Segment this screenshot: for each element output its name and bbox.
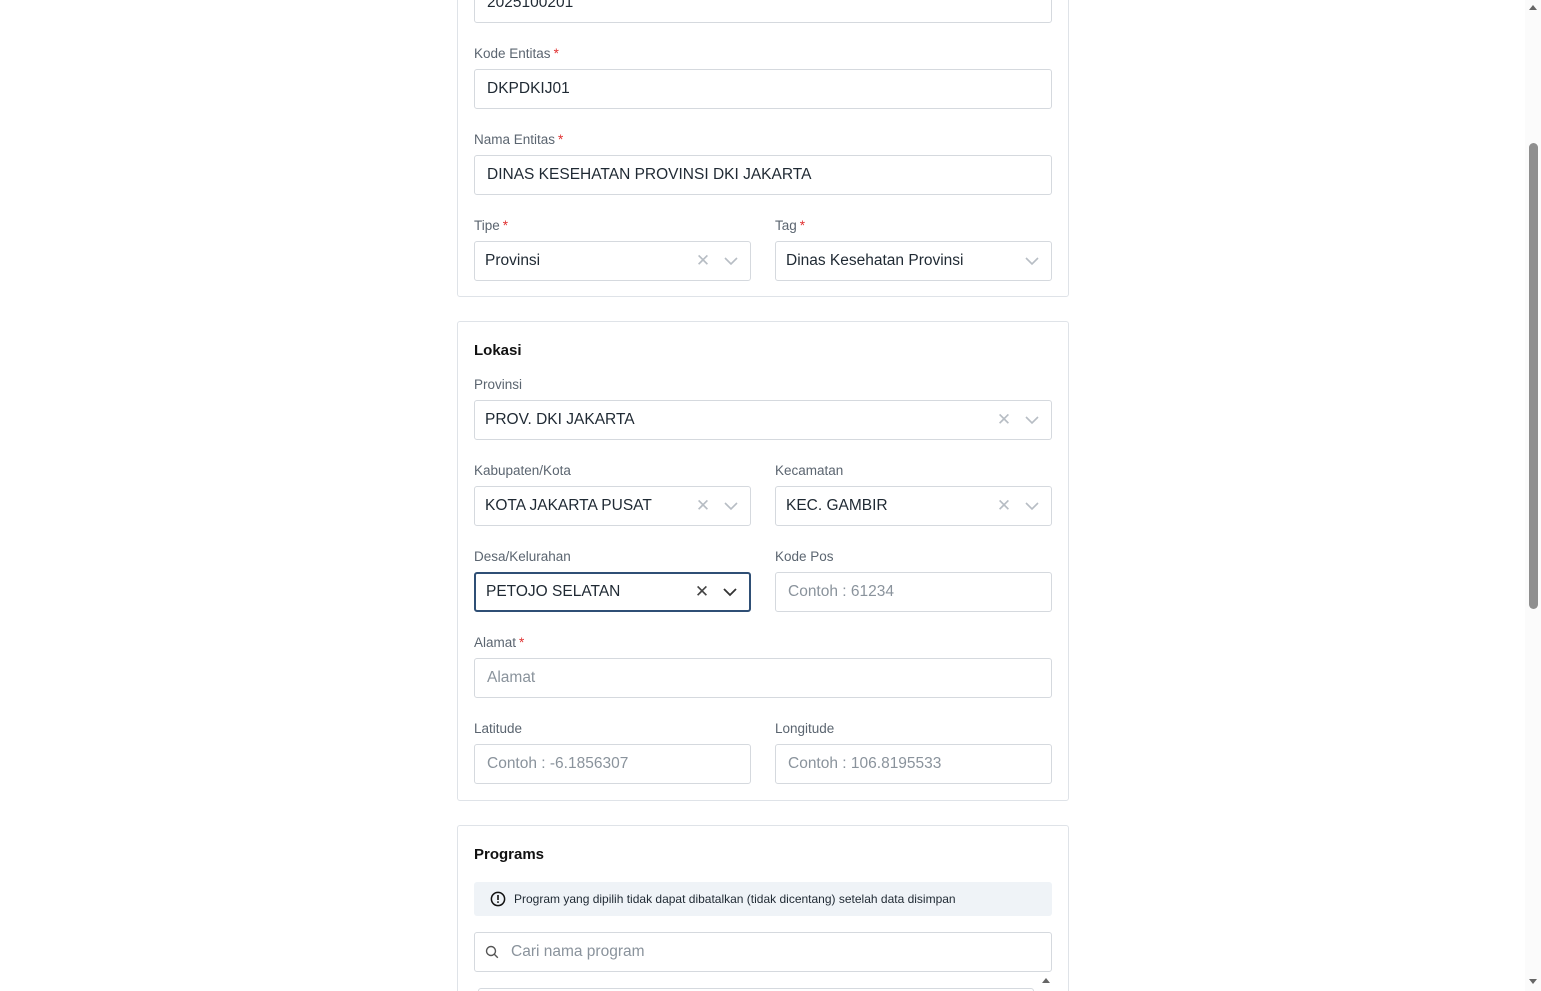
latitude-label: Latitude — [474, 721, 523, 736]
scroll-down-arrow[interactable] — [1529, 979, 1537, 984]
chevron-down-icon[interactable] — [1021, 409, 1043, 431]
kode-entitas-field[interactable] — [487, 80, 1051, 98]
kabupaten-select[interactable] — [474, 486, 751, 526]
close-icon[interactable]: ✕ — [996, 410, 1012, 429]
longitude-input[interactable] — [775, 744, 1052, 784]
tag-value: Dinas Kesehatan Provinsi — [786, 252, 964, 269]
scroll-up-arrow[interactable] — [1529, 5, 1537, 10]
program-search[interactable] — [474, 932, 1052, 972]
kode-entitas-label: Kode Entitas * — [474, 46, 559, 61]
alamat-label: Alamat * — [474, 635, 525, 650]
programs-info-banner — [474, 882, 1052, 916]
identitas-card — [457, 0, 1069, 297]
latitude-input[interactable] — [474, 744, 751, 784]
provinsi-label: Provinsi — [474, 377, 523, 392]
tipe-label: Tipe * — [474, 218, 509, 233]
top-input-field[interactable] — [487, 0, 1051, 12]
longitude-field[interactable] — [788, 755, 1051, 773]
tag-label: Tag * — [775, 218, 806, 233]
provinsi-value: PROV. DKI JAKARTA — [485, 411, 635, 428]
program-list-scroll-up[interactable] — [1042, 978, 1050, 983]
kode-pos-input[interactable] — [775, 572, 1052, 612]
info-circle-icon — [490, 891, 506, 907]
alamat-field[interactable] — [487, 669, 1051, 687]
kecamatan-label: Kecamatan — [775, 463, 844, 478]
chevron-down-icon[interactable] — [720, 495, 742, 517]
longitude-label: Longitude — [775, 721, 835, 736]
kecamatan-value: KEC. GAMBIR — [786, 497, 888, 514]
desa-label: Desa/Kelurahan — [474, 549, 571, 564]
top-input[interactable] — [474, 0, 1052, 23]
kode-pos-label: Kode Pos — [775, 549, 834, 564]
lokasi-card — [457, 321, 1069, 801]
lokasi-title: Lokasi — [474, 342, 522, 359]
nama-entitas-input[interactable] — [474, 155, 1052, 195]
programs-title: Programs — [474, 846, 545, 863]
chevron-down-icon[interactable] — [1021, 250, 1043, 272]
kode-pos-field[interactable] — [788, 583, 1051, 601]
provinsi-select[interactable] — [474, 400, 1052, 440]
page-scrollbar[interactable] — [1525, 0, 1541, 991]
chevron-down-icon[interactable] — [719, 581, 741, 603]
tipe-select[interactable] — [474, 241, 751, 281]
nama-entitas-label: Nama Entitas * — [474, 132, 564, 147]
close-icon[interactable]: ✕ — [996, 496, 1012, 515]
close-icon[interactable]: ✕ — [694, 582, 710, 601]
tipe-value: Provinsi — [485, 252, 541, 269]
desa-value: PETOJO SELATAN — [486, 583, 621, 600]
programs-card — [457, 825, 1069, 991]
scrollbar-thumb[interactable] — [1529, 143, 1538, 609]
latitude-field[interactable] — [487, 755, 750, 773]
close-icon[interactable]: ✕ — [695, 251, 711, 270]
kabupaten-value: KOTA JAKARTA PUSAT — [485, 497, 652, 514]
kode-entitas-input[interactable] — [474, 69, 1052, 109]
kecamatan-select[interactable] — [775, 486, 1052, 526]
chevron-down-icon[interactable] — [1021, 495, 1043, 517]
desa-select[interactable] — [474, 572, 751, 612]
tag-select[interactable] — [775, 241, 1052, 281]
program-search-input[interactable] — [511, 943, 1051, 961]
kabupaten-label: Kabupaten/Kota — [474, 463, 571, 478]
programs-info-text: Program yang dipilih tidak dapat dibatalkan (tidak dicentang) setelah data disimpan — [514, 892, 956, 906]
search-icon — [485, 945, 499, 959]
chevron-down-icon[interactable] — [720, 250, 742, 272]
nama-entitas-field[interactable] — [487, 166, 1051, 184]
alamat-input[interactable] — [474, 658, 1052, 698]
close-icon[interactable]: ✕ — [695, 496, 711, 515]
